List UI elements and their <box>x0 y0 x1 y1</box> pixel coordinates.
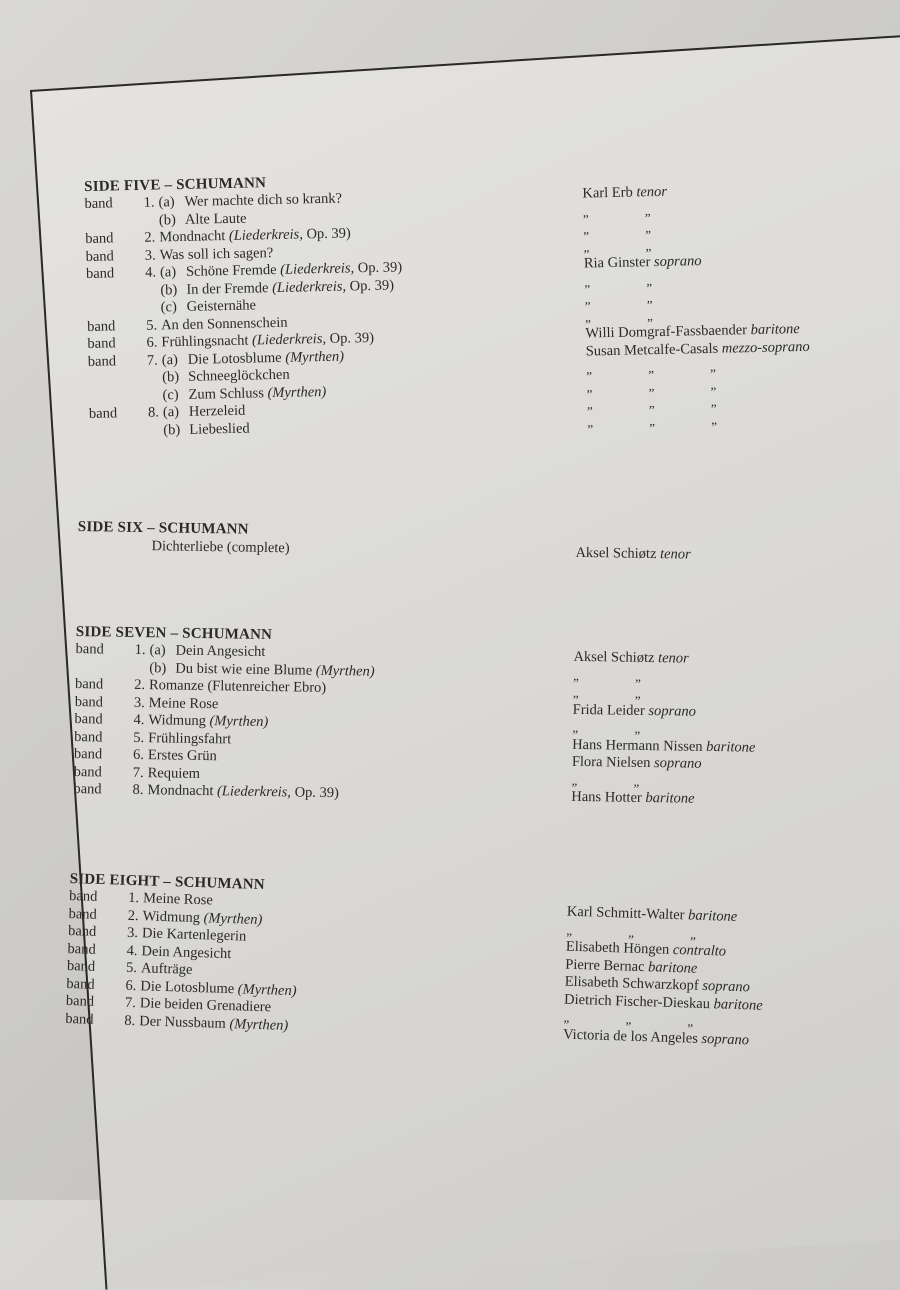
band-label: band <box>66 993 115 1012</box>
ditto-marks <box>572 720 696 737</box>
ditto-mark: „ <box>573 666 635 684</box>
song-title <box>175 643 265 662</box>
voice-type: soprano <box>654 253 702 270</box>
ditto-marks <box>583 201 707 219</box>
band-label: band <box>75 676 123 694</box>
performer <box>582 184 667 203</box>
song-title-text: Herzeleid <box>189 403 246 420</box>
band-number: 5. <box>122 729 144 747</box>
side-title: SIDE FIVE – SCHUMANN <box>84 162 844 196</box>
song-title-text: Die Kartenlegerin <box>142 925 247 944</box>
voice-type: baritone <box>706 738 755 755</box>
song-cycle: (Liederkreis, <box>272 278 346 296</box>
ditto-mark: „ <box>711 409 773 428</box>
ditto-marks <box>583 219 707 237</box>
voice-type: tenor <box>636 184 667 201</box>
song-title <box>148 730 231 749</box>
side-section <box>77 518 837 566</box>
ditto-mark: „ <box>647 305 709 324</box>
band-label: band <box>87 317 135 336</box>
song-title-text: Widmung <box>148 712 206 729</box>
band-label <box>88 387 136 388</box>
part-letter: (a) <box>162 351 188 369</box>
band-number: 3. <box>133 247 155 265</box>
song-title-text: In der Fremde <box>186 280 268 298</box>
ditto-mark: „ <box>645 218 707 237</box>
side-section <box>84 162 849 441</box>
ditto-marks <box>585 306 709 324</box>
side-title: SIDE SEVEN – SCHUMANN <box>76 623 836 653</box>
ditto-mark: „ <box>587 412 649 431</box>
song-title-text: Die Lotosblume <box>188 349 282 367</box>
band-label: band <box>87 335 135 354</box>
ditto-mark: „ <box>635 685 697 703</box>
side-title: SIDE EIGHT – SCHUMANN <box>69 870 829 912</box>
band-number: 5. <box>115 959 138 977</box>
song-title-text: Liebeslied <box>189 420 250 437</box>
ditto-mark: „ <box>563 1009 626 1028</box>
band-number: 7. <box>114 994 137 1012</box>
performer-name: Pierre Bernac <box>565 956 645 974</box>
ditto-marks <box>584 271 708 289</box>
voice-type: soprano <box>654 755 702 772</box>
band-label: band <box>69 888 118 907</box>
band-label <box>89 422 137 423</box>
performer-name: Flora Nielsen <box>572 754 651 771</box>
voice-type: tenor <box>660 546 691 562</box>
voice-type: contralto <box>673 942 727 960</box>
ditto-mark: „ <box>583 202 645 221</box>
song-title-text: Romanze (Flutenreicher Ebro) <box>149 677 326 696</box>
voice-type: baritone <box>713 996 763 1014</box>
opus-number: Op. 39) <box>350 277 395 294</box>
ditto-mark: „ <box>649 393 711 412</box>
song-title <box>189 403 246 422</box>
band-label: band <box>88 352 136 371</box>
part-letter: (c) <box>162 386 188 404</box>
ditto-mark: „ <box>711 392 773 411</box>
ditto-mark: „ <box>710 357 772 376</box>
song-title-text: Dichterliebe (complete) <box>151 538 289 556</box>
song-cycle: (Myrthen) <box>316 662 375 679</box>
part-letter: (b) <box>160 281 186 299</box>
ditto-mark: „ <box>628 923 691 942</box>
performer <box>575 545 690 564</box>
band-number: 6. <box>122 747 144 765</box>
song-title <box>148 765 201 783</box>
song-title <box>189 420 250 439</box>
band-label: band <box>74 746 122 764</box>
voice-type: mezzo-soprano <box>722 338 810 356</box>
song-cycle: (Myrthen) <box>285 348 344 365</box>
part-letter: (a) <box>158 194 184 212</box>
ditto-mark: „ <box>687 1012 750 1031</box>
band-label: band <box>67 940 116 959</box>
song-title-text: An den Sonnenschein <box>161 314 288 333</box>
part-letter: (b) <box>159 211 185 229</box>
voice-type: soprano <box>701 1030 749 1047</box>
voice-type: soprano <box>648 703 696 720</box>
performer-name: Susan Metcalfe-Casals <box>586 340 719 359</box>
ditto-mark: „ <box>646 288 708 307</box>
band-label: band <box>74 711 122 729</box>
part-letter: (b) <box>149 660 175 678</box>
song-title-text: Der Nussbaum <box>139 1013 226 1032</box>
performer-name: Karl Erb <box>582 185 633 202</box>
band-label: band <box>89 405 137 424</box>
performer-name: Frida Leider <box>573 701 645 718</box>
band-number: 2. <box>123 677 145 695</box>
song-title <box>149 695 219 714</box>
ditto-mark: „ <box>584 289 646 308</box>
song-title-text: Wer machte dich so krank? <box>184 191 342 210</box>
band-label: band <box>85 230 133 249</box>
band-label: band <box>67 958 116 977</box>
performer-name: Victoria de los Angeles <box>563 1026 698 1046</box>
band-number: 1. <box>117 889 140 907</box>
ditto-mark: „ <box>585 307 647 326</box>
voice-type: baritone <box>750 321 799 338</box>
ditto-marks <box>583 236 707 254</box>
opus-number: Op. 39) <box>358 259 403 276</box>
ditto-mark: „ <box>573 684 635 702</box>
performer-name: Hans Hermann Nissen <box>572 736 703 754</box>
band-number: 2. <box>133 230 155 248</box>
band-number: 8. <box>121 782 143 800</box>
ditto-marks <box>586 358 772 377</box>
part-letter: (a) <box>149 642 175 660</box>
ditto-mark: „ <box>584 272 646 291</box>
song-cycle: (Myrthen) <box>209 713 268 730</box>
performer-name: Ria Ginster <box>584 254 651 271</box>
part-letter: (b) <box>162 369 188 387</box>
ditto-mark: „ <box>645 200 707 219</box>
song-title-text: Meine Rose <box>149 695 219 712</box>
ditto-mark: „ <box>635 667 697 685</box>
song-title <box>141 960 193 979</box>
song-cycle: (Myrthen) <box>203 910 262 928</box>
part-letter: (c) <box>161 299 187 317</box>
song-title-text: Schneeglöckchen <box>188 367 290 385</box>
ditto-mark: „ <box>571 771 633 789</box>
ditto-marks <box>587 393 773 412</box>
band-label <box>78 537 126 538</box>
band-label: band <box>74 763 122 781</box>
band-label <box>88 370 136 371</box>
ditto-mark: „ <box>646 270 708 289</box>
opus-number: Op. 39) <box>306 225 351 242</box>
ditto-mark: „ <box>648 375 710 394</box>
song-cycle: (Liederkreis, <box>280 260 354 278</box>
song-title-text: Die Lotosblume <box>140 978 234 997</box>
performer <box>573 701 697 720</box>
band-label <box>85 212 133 213</box>
voice-type: baritone <box>645 790 694 807</box>
band-label: band <box>66 975 115 994</box>
performer-name: Aksel Schiøtz <box>575 545 656 562</box>
ditto-mark: „ <box>586 359 648 378</box>
ditto-marks <box>573 667 697 684</box>
song-title-text: Die beiden Grenadiere <box>140 995 272 1015</box>
performer-name: Hans Hotter <box>571 789 642 806</box>
song-cycle: (Liederkreis, <box>252 331 326 349</box>
side-section <box>65 870 830 1052</box>
song-title <box>143 890 213 910</box>
song-title <box>188 367 290 387</box>
band-number: 5. <box>135 317 157 335</box>
voice-type: soprano <box>702 978 750 995</box>
song-title-text: Schöne Fremde <box>186 262 277 280</box>
band-number: 8. <box>137 404 159 422</box>
opus-number: Op. 39) <box>329 330 374 347</box>
part-letter: (a) <box>160 264 186 282</box>
song-title-text: Mondnacht <box>147 782 213 799</box>
performer <box>587 409 773 431</box>
ditto-mark: „ <box>648 358 710 377</box>
song-title-text: Du bist wie eine Blume <box>175 660 312 678</box>
band-label: band <box>68 923 117 942</box>
performer <box>572 754 702 774</box>
performer-name: Willi Domgraf-Fassbaender <box>585 322 747 341</box>
ditto-mark: „ <box>690 925 753 944</box>
song-cycle: (Myrthen) <box>229 1016 288 1034</box>
ditto-mark: „ <box>710 374 772 393</box>
band-number: 6. <box>114 977 137 995</box>
ditto-marks <box>586 375 772 394</box>
band-label: band <box>86 265 134 284</box>
band-label: band <box>68 905 117 924</box>
ditto-mark: „ <box>645 235 707 254</box>
band-label: band <box>75 693 123 711</box>
song-title <box>187 297 257 316</box>
ditto-marks <box>584 289 708 307</box>
song-title <box>147 782 339 803</box>
band-number: 7. <box>122 764 144 782</box>
song-cycle: (Liederkreis, <box>229 226 303 244</box>
ditto-mark: „ <box>587 394 649 413</box>
song-title-text: Erstes Grün <box>148 747 217 764</box>
song-title-text: Geisternähe <box>187 297 257 314</box>
song-title-text: Alte Laute <box>185 210 247 227</box>
band-label: band <box>74 728 122 746</box>
band-number: 6. <box>135 334 157 352</box>
song-title <box>151 538 289 558</box>
performer <box>573 649 688 668</box>
band-number: 7. <box>136 352 158 370</box>
song-title-text: Meine Rose <box>143 890 213 908</box>
song-title <box>185 210 247 229</box>
band-label: band <box>84 195 132 214</box>
song-cycle: (Myrthen) <box>267 383 326 400</box>
song-title-text: Was soll ich sagen? <box>159 245 273 263</box>
band-label: band <box>85 247 133 266</box>
song-title <box>148 712 268 731</box>
ditto-mark: „ <box>572 719 634 737</box>
performer-name: Elisabeth Höngen <box>566 939 670 958</box>
band-label: band <box>75 641 123 659</box>
performer-name: Dietrich Fischer-Dieskau <box>564 991 710 1012</box>
ditto-mark: „ <box>649 410 711 429</box>
band-label <box>75 658 123 659</box>
ditto-marks <box>573 685 697 702</box>
ditto-mark: „ <box>625 1011 688 1030</box>
performer <box>571 789 694 808</box>
band-number: 1. <box>123 642 145 660</box>
song-title-text: Frühlingsnacht <box>161 333 248 351</box>
voice-type: baritone <box>688 907 738 925</box>
opus-number: Op. 39) <box>295 784 340 801</box>
side-title: SIDE SIX – SCHUMANN <box>78 518 838 548</box>
performer-name: Aksel Schiøtz <box>573 649 654 666</box>
song-title-text: Widmung <box>142 908 200 926</box>
band-number: 8. <box>113 1012 136 1030</box>
band-number: 4. <box>134 265 156 283</box>
performer-name: Karl Schmitt-Walter <box>567 904 685 924</box>
ditto-mark: „ <box>633 772 695 790</box>
performer-name: Elisabeth Schwarzkopf <box>564 974 699 994</box>
band-number: 2. <box>116 907 139 925</box>
song-title-text: Zum Schluss <box>188 385 264 403</box>
band-number: 1. <box>132 195 154 213</box>
ditto-mark: „ <box>583 219 645 238</box>
ditto-marks <box>571 772 695 789</box>
song-title-text: Aufträge <box>141 960 193 978</box>
song-cycle: (Myrthen) <box>238 981 297 999</box>
ditto-mark: „ <box>586 377 648 396</box>
song-title <box>139 1013 288 1035</box>
band-label: band <box>73 781 121 799</box>
voice-type: tenor <box>658 650 689 666</box>
band-label: band <box>65 1010 114 1029</box>
song-title-text: Dein Angesicht <box>175 643 265 660</box>
song-title-text: Mondnacht <box>159 228 225 245</box>
band-label <box>87 300 135 301</box>
part-letter: (b) <box>163 421 189 439</box>
ditto-mark: „ <box>583 237 645 256</box>
band-number: 4. <box>122 712 144 730</box>
song-title <box>148 747 217 766</box>
song-title-text: Frühlingsfahrt <box>148 730 231 747</box>
band-number: 4. <box>115 942 138 960</box>
band-label <box>86 282 134 283</box>
ditto-mark: „ <box>634 720 696 738</box>
song-title-text: Requiem <box>148 765 201 782</box>
ditto-marks <box>587 410 773 429</box>
voice-type: baritone <box>648 959 698 977</box>
band-number: 3. <box>116 924 139 942</box>
ditto-mark: „ <box>566 921 629 940</box>
song-cycle: (Liederkreis, <box>217 783 291 800</box>
part-letter: (a) <box>163 404 189 422</box>
band-number: 3. <box>123 694 145 712</box>
song-title-text: Dein Angesicht <box>141 943 231 962</box>
side-section <box>73 623 836 810</box>
